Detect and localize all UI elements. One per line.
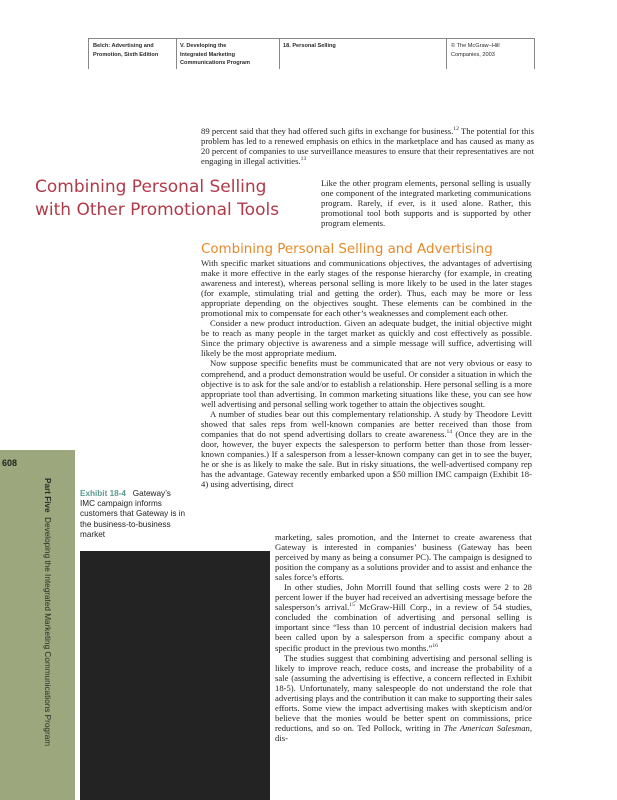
- header-line: Communications Program: [180, 60, 250, 67]
- header-divider: [279, 38, 280, 69]
- text-run: McGraw-Hill Corp., in a review of 54 studies, concluded the combination of advertising and personal selling is important since “less than 10 percent of industrial decision makers had been called upon by a salesperson from a specific company about a specific product in the previous two months.”: [275, 602, 532, 653]
- header-copyright: [451, 42, 500, 59]
- header-book-title: [93, 42, 158, 59]
- header-line: Companies, 2003: [451, 51, 495, 58]
- header-rule: [88, 38, 534, 39]
- page-number: 608: [2, 458, 18, 468]
- exhibit-image: [80, 551, 270, 800]
- text-run: In other studies, John Morrill found that selling costs were 2 to 28 percent lower if the buyer had received an advertising message before the salesperson’s arrival.: [275, 582, 532, 613]
- exhibit-label: Exhibit 18-4: [80, 489, 126, 498]
- part-label-vertical: [43, 478, 52, 746]
- exhibit-caption-text: Gateway’s IMC campaign informs customers that Gateway is in the business-to-business market: [80, 489, 186, 539]
- exhibit-caption: [80, 489, 187, 540]
- intro-text: Like the other program elements, personal selling is usually one component of the integrated marketing communications program. Rarely, if ever, is it used alone. Rather, this promotional tool both supports and is supported by other program elements.: [321, 178, 531, 229]
- text-run: (Once they are in the door, however, the buyer expects the salesperson to perform better than those from lesser-known companies.) If a salesperson from a lesser-known company can get in to see the buyer, he or she is as likely to make the sale. But in risky situations, the well-advertised company rep has the advantage. Gateway recently embarked upon a $50 million IMC campaign (Exhibit 18-4) using advertising, direct: [201, 428, 532, 490]
- header-divider: [534, 38, 535, 69]
- text-run: The potential for this problem has led to a renewed emphasis on ethics in the marketplace and has caused as many as 20 percent of companies to use surveillance measures to ensure that their representatives are not engaging in illegal activities.: [201, 126, 535, 167]
- sidebar-band: [0, 450, 75, 800]
- part-title: Developing the Integrated Marketing Communications Program: [43, 517, 52, 747]
- footnote-ref: 15: [349, 602, 355, 609]
- header-divider: [88, 38, 89, 69]
- section-intro: [321, 178, 531, 228]
- text-run: 89 percent said that they had offered such gifts in exchange for business.: [201, 126, 454, 136]
- header-line: Belch: Advertising and: [93, 43, 154, 49]
- paragraph: marketing, sales promotion, and the Internet to create awareness that Gateway is interested in companies’ business (Gateway has been perceived by many as being a consumer PC). The campaign is designed to position the company as a solutions provider and to assist and enhance the sales force’s efforts.: [275, 532, 532, 583]
- paragraph: [275, 582, 532, 652]
- footnote-ref: 13: [300, 156, 307, 163]
- header-line: 18. Personal Selling: [283, 43, 336, 49]
- header-line: Integrated Marketing: [180, 51, 236, 58]
- footnote-ref: 16: [432, 642, 438, 649]
- paragraph: [201, 409, 532, 489]
- part-label: Part Five: [43, 478, 52, 513]
- paragraph: Now suppose specific benefits must be communicated that are not very obvious or easy to comprehend, and a product demonstration would be useful. Or consider a situation in which the objective is to ask for the sale and/or to establish a relationship. Here personal selling is a more appropriate tool than advertising. In common marketing situations like these, you can see how well advertising and personal selling work together to attain the objectives sought.: [201, 358, 532, 409]
- header-line: V. Developing the: [180, 43, 227, 49]
- subheading: Combining Personal Selling and Advertising: [201, 242, 493, 257]
- main-body: [201, 258, 532, 489]
- header-chapter-title: [283, 42, 336, 51]
- paragraph: Consider a new product introduction. Given an adequate budget, the initial objective might be to reach as many people in the target market as quickly and cost effectively as possible. Since the primary objective is awareness and a simple message will suffice, advertising will likely be the most appropriate medium.: [201, 318, 532, 359]
- header-divider: [446, 38, 447, 69]
- paragraph: [275, 653, 532, 743]
- footnote-ref: 12: [453, 126, 459, 133]
- section-heading: Combining Personal Selling with Other Promotional Tools: [35, 177, 280, 220]
- header-divider: [176, 38, 177, 69]
- header-line: © The McGraw−Hill: [451, 43, 500, 49]
- header-line: Promotion, Sixth Edition: [93, 51, 159, 58]
- header-part-title: [180, 42, 250, 68]
- paragraph: With specific market situations and communications objectives, the advantages of advertising make it more effective in the early stages of the response hierarchy (for example, in creating awareness and interest), whereas personal selling is more likely to be used in the later stages (for example, stimulating trial and getting the order). Thus, each may be more or less appropriate depending on the objectives sought. These elements can be combined in the promotional mix to compensate for each other’s weaknesses and complement each other.: [201, 258, 532, 319]
- text-run: A number of studies bear out this complementary relationship. A study by Theodore Levitt showed that sales reps from well-known companies are better received than those from companies that do not spend advertising dollars to create awareness.: [201, 408, 532, 439]
- publication-title: The American Salesman: [443, 722, 530, 733]
- text-run: The studies suggest that combining advertising and personal selling is likely to improve reach, reduce costs, and increase the probability of a sale (assuming the advertising is effective, a concern reflected in Exhibit 18-5). Unfortunately, many salespeople do not understand the role that advertising plays and the contribution it can make to supporting their sales efforts. Some view the impact advertising makes with skepticism and/or believe that the monies would be better spent on commissions, price reductions, and so on. Ted Pollock, writing in: [275, 652, 533, 733]
- continuation-paragraph: [201, 126, 534, 166]
- text-run: , dis-: [275, 722, 533, 743]
- main-body-narrow: [275, 532, 532, 743]
- footnote-ref: 14: [446, 428, 453, 435]
